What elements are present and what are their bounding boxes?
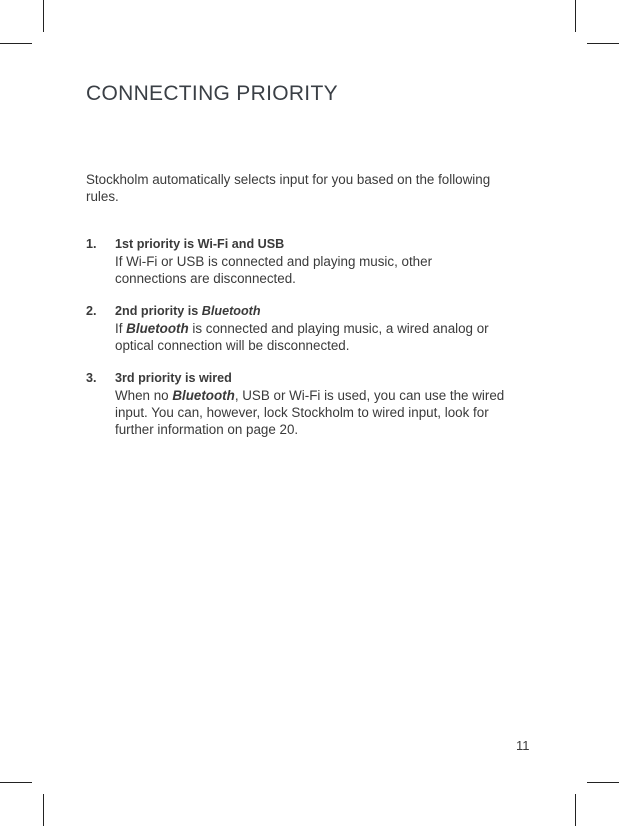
priority-rules-list — [86, 236, 506, 454]
rule-item-2 — [86, 303, 506, 354]
crop-mark-top-right-vertical — [575, 0, 576, 32]
rule-number: 3. — [86, 371, 97, 385]
page-title: CONNECTING PRIORITY — [86, 82, 338, 105]
rule-item-3 — [86, 370, 506, 438]
rule-body-emphasis: Bluetooth — [126, 321, 189, 336]
rule-heading — [115, 303, 506, 320]
rule-body-emphasis: Bluetooth — [172, 388, 235, 403]
rule-heading-text: 2nd priority is — [115, 304, 202, 318]
rule-item-1 — [86, 236, 506, 287]
rule-heading-emphasis: Bluetooth — [201, 304, 261, 318]
rule-number: 1. — [86, 237, 97, 251]
crop-mark-top-right-horizontal — [587, 43, 619, 44]
rule-body-prefix: If — [115, 321, 127, 336]
intro-paragraph: Stockholm automatically selects input for you based on the following rules. — [86, 172, 491, 204]
rule-heading: 3rd priority is wired — [115, 371, 232, 385]
rule-body — [115, 320, 506, 354]
rule-body-prefix: When no — [115, 388, 173, 403]
rule-body — [115, 387, 506, 438]
crop-mark-bottom-right-horizontal — [587, 782, 619, 783]
crop-mark-bottom-left-horizontal — [0, 782, 32, 783]
crop-mark-bottom-right-vertical — [575, 794, 576, 826]
rule-body-suffix: , USB or Wi-Fi is used, you can use the wired input. You can, however, lock Stockholm to wired input, look for further information on page 20. — [115, 388, 505, 437]
crop-mark-top-left-horizontal — [0, 43, 32, 44]
rule-heading: 1st priority is Wi-Fi and USB — [115, 237, 285, 251]
rule-body: If Wi-Fi or USB is connected and playing music, other connections are disconnected. — [115, 254, 433, 286]
page-number: 11 — [516, 738, 530, 753]
rule-body-suffix: is connected and playing music, a wired analog or optical connection will be disconnected. — [115, 321, 489, 353]
rule-number: 2. — [86, 304, 97, 318]
crop-mark-bottom-left-vertical — [43, 794, 44, 826]
crop-mark-top-left-vertical — [43, 0, 44, 32]
